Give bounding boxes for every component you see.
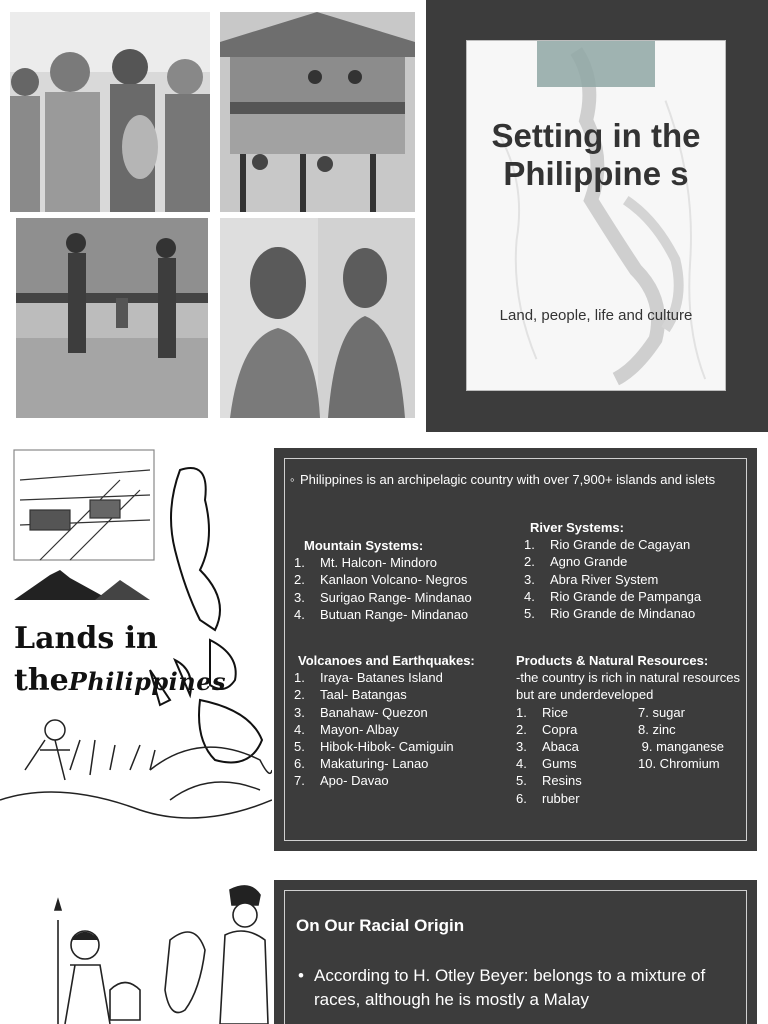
list-text: Abaca xyxy=(542,739,579,755)
lands-info-slide xyxy=(274,448,757,851)
mountain-list xyxy=(294,554,504,623)
origin-heading: On Our Racial Origin xyxy=(296,916,465,935)
volcano-item xyxy=(294,772,524,789)
volcano-item xyxy=(294,669,524,686)
river-item xyxy=(524,536,744,553)
list-text: Rio Grande de Pampanga xyxy=(550,588,702,604)
river-item xyxy=(524,571,744,588)
list-number: 2. xyxy=(516,721,527,737)
list-text: Rice xyxy=(542,704,569,720)
volcano-item xyxy=(294,755,524,772)
title-accent-tab xyxy=(537,41,655,87)
list-number: 6. xyxy=(294,756,305,772)
list-number: 3. xyxy=(524,571,535,587)
lands-title-philippines: Philippines xyxy=(68,667,227,696)
product-item xyxy=(516,772,638,789)
list-number: 1. xyxy=(516,704,527,720)
products-list-left xyxy=(516,704,638,807)
lands-title-line2 xyxy=(14,660,226,703)
list-number: 3. xyxy=(294,704,305,720)
product-item: 10. Chromium xyxy=(638,756,720,772)
list-number: 2. xyxy=(294,687,305,703)
product-item xyxy=(516,704,638,721)
mountain-item xyxy=(294,606,504,623)
product-item xyxy=(516,755,638,772)
list-number: 3. xyxy=(294,589,305,605)
intro-text xyxy=(290,471,730,488)
products-list-right xyxy=(638,704,756,807)
list-text: Mayon- Albay xyxy=(320,721,399,737)
product-item xyxy=(516,721,638,738)
list-text: Makaturing- Lanao xyxy=(320,756,429,772)
slide-subtitle: Land, people, life and culture xyxy=(499,307,693,324)
photo-dancers xyxy=(16,218,208,418)
list-number: 2. xyxy=(294,572,305,588)
product-item xyxy=(516,790,638,807)
mountain-item xyxy=(294,554,504,571)
list-number: 5. xyxy=(516,773,527,789)
river-heading: River Systems: xyxy=(530,520,624,535)
list-text: Butuan Range- Mindanao xyxy=(320,606,469,622)
bullet-circle-icon: ◦ xyxy=(290,472,295,487)
lands-title-the: the xyxy=(14,663,69,698)
photo-stilt-house xyxy=(220,12,415,212)
product-item: 9. manganese xyxy=(638,739,725,755)
product-item: 7. sugar xyxy=(638,704,685,720)
list-text: Copra xyxy=(542,721,578,737)
list-number: 5. xyxy=(524,606,535,622)
volcano-item xyxy=(294,738,524,755)
intro-text-content: Philippines is an archipelagic country with over 7,900+ islands and islets xyxy=(300,472,716,487)
list-text: Iraya- Batanes Island xyxy=(320,670,443,686)
list-number: 1. xyxy=(294,555,305,571)
list-text: Mt. Halcon- Mindoro xyxy=(320,555,438,571)
mountain-heading: Mountain Systems: xyxy=(304,538,424,553)
products-grid xyxy=(516,704,756,807)
list-number: 3. xyxy=(516,739,527,755)
photo-crowd xyxy=(10,12,210,212)
list-text: Rio Grande de Mindanao xyxy=(550,606,696,622)
list-number: 7. xyxy=(294,773,305,789)
mountain-item xyxy=(294,571,504,588)
volcano-item xyxy=(294,721,524,738)
products-resources xyxy=(516,652,756,807)
origin-bullet-text: According to H. Otley Beyer: belongs to a mixture of races, although he is mostly a Malay xyxy=(314,966,706,1009)
list-text: Rio Grande de Cagayan xyxy=(550,537,691,553)
photo-portraits xyxy=(220,218,415,418)
list-text: Resins xyxy=(542,773,582,789)
volcano-heading: Volcanoes and Earthquakes: xyxy=(298,653,475,668)
list-text: Kanlaon Volcano- Negros xyxy=(320,572,468,588)
slide-title: Setting in the Philippine s xyxy=(491,117,701,192)
list-text: Agno Grande xyxy=(550,554,628,570)
philippines-map-background xyxy=(467,41,725,390)
origin-bullet xyxy=(298,964,738,1012)
list-number: 2. xyxy=(524,554,535,570)
list-text: Surigao Range- Mindanao xyxy=(320,589,472,605)
volcano-item xyxy=(294,686,524,703)
title-slide xyxy=(426,0,768,432)
river-systems xyxy=(524,519,744,622)
list-number: 1. xyxy=(524,537,535,553)
list-number: 5. xyxy=(294,739,305,755)
list-text: Gums xyxy=(542,756,577,772)
products-heading: Products & Natural Resources: xyxy=(516,653,709,668)
list-number: 1. xyxy=(294,670,305,686)
product-item: 8. zinc xyxy=(638,721,676,737)
products-note: -the country is rich in natural resources but are underdeveloped xyxy=(516,670,740,703)
list-text: Taal- Batangas xyxy=(320,687,407,703)
list-number: 6. xyxy=(516,790,527,806)
list-number: 4. xyxy=(294,606,305,622)
mountain-item xyxy=(294,589,504,606)
volcanoes-earthquakes xyxy=(294,652,524,790)
list-text: Apo- Davao xyxy=(320,773,389,789)
volcano-list xyxy=(294,669,524,789)
origin-illustration xyxy=(0,870,274,1024)
title-card xyxy=(466,40,726,391)
river-item xyxy=(524,588,744,605)
bullet-dot-icon: • xyxy=(298,966,304,985)
list-number: 4. xyxy=(294,721,305,737)
river-list xyxy=(524,536,744,622)
mountain-systems xyxy=(294,537,504,623)
lands-title xyxy=(14,618,226,703)
list-number: 4. xyxy=(524,588,535,604)
origin-slide xyxy=(274,880,757,1024)
list-text: rubber xyxy=(542,790,580,806)
volcano-item xyxy=(294,704,524,721)
river-item xyxy=(524,553,744,570)
list-number: 4. xyxy=(516,756,527,772)
lands-title-line1: Lands in xyxy=(14,621,158,656)
list-text: Hibok-Hibok- Camiguin xyxy=(320,739,454,755)
list-text: Abra River System xyxy=(550,571,659,587)
product-item xyxy=(516,738,638,755)
list-text: Banahaw- Quezon xyxy=(320,704,428,720)
river-item xyxy=(524,605,744,622)
